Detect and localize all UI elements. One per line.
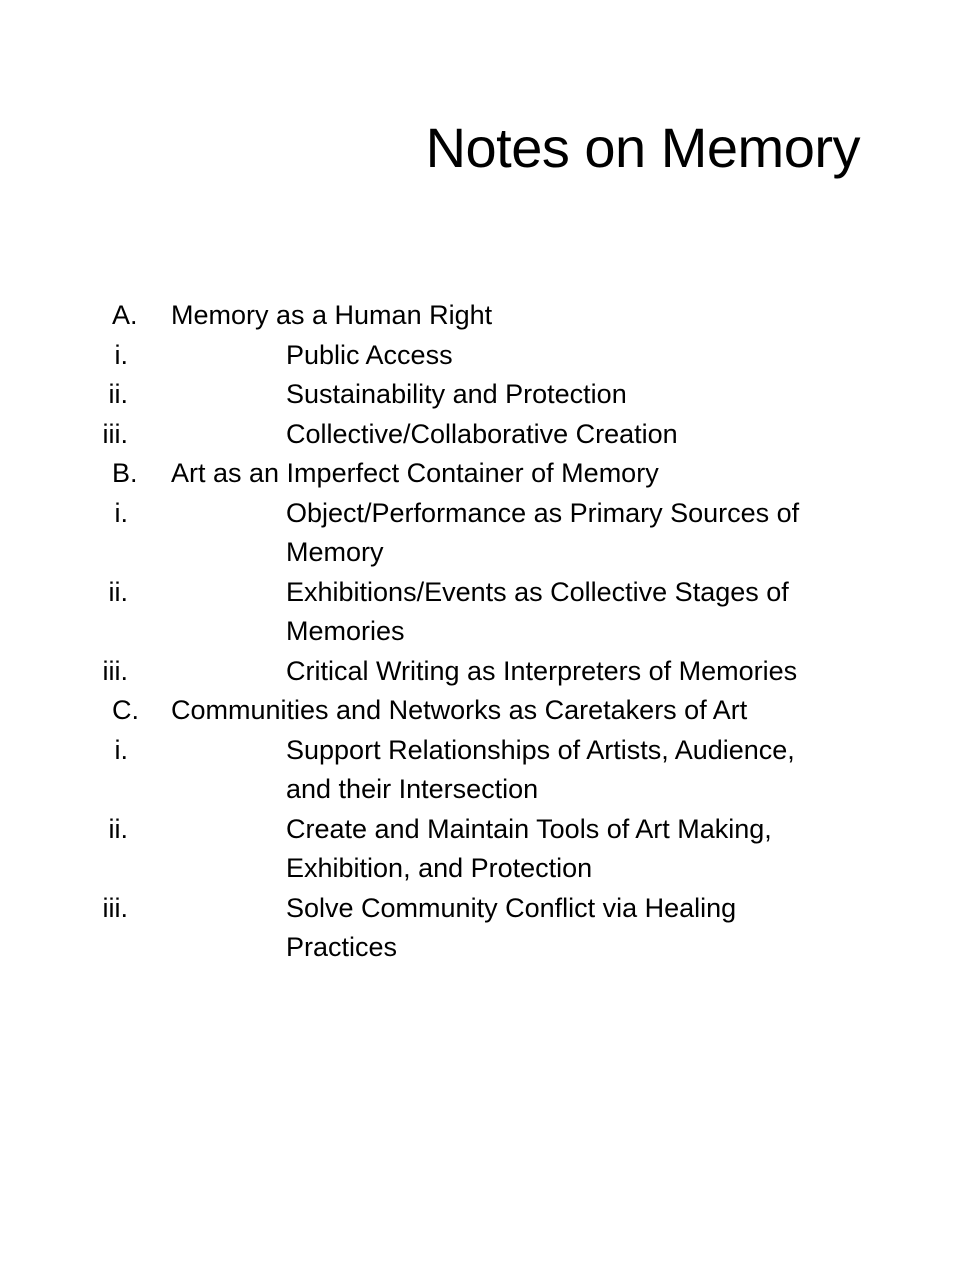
sub-item-marker: i. <box>114 497 128 528</box>
sub-item <box>0 652 846 692</box>
sub-item-marker: ii. <box>108 576 128 607</box>
sub-item <box>0 375 846 415</box>
sub-item-marker: i. <box>114 339 128 370</box>
section-heading: Memory as a Human Right <box>171 300 493 330</box>
sub-item <box>0 889 846 968</box>
sub-item <box>0 336 846 376</box>
sub-item <box>0 415 846 455</box>
sub-item-text: Sustainability and Protection <box>286 379 627 409</box>
sub-item-list <box>0 494 976 692</box>
sub-item-marker: iii. <box>102 655 128 686</box>
page-title: Notes on Memory <box>425 116 860 179</box>
sub-item-marker: ii. <box>108 379 128 409</box>
sub-item-text: Support Relationships of Artists, Audience, and their Intersection <box>286 734 795 804</box>
section-marker: C. <box>112 695 139 725</box>
sub-item-text: Solve Community Conflict via Healing Practices <box>286 892 737 962</box>
sub-item-text: Public Access <box>286 339 453 370</box>
sub-item-text: Critical Writing as Interpreters of Memories <box>286 655 798 686</box>
section-heading: Communities and Networks as Caretakers of Art <box>171 695 748 725</box>
section-marker: A. <box>112 300 138 330</box>
sub-item-text: Create and Maintain Tools of Art Making, Exhibition, and Protection <box>286 813 772 883</box>
sub-item-marker: iii. <box>102 892 128 923</box>
sub-item-marker: i. <box>114 734 128 765</box>
outline-section-c <box>0 691 976 968</box>
sub-item <box>0 494 846 573</box>
sub-item-text: Object/Performance as Primary Sources of Memory <box>286 497 800 567</box>
sub-item-text: Exhibitions/Events as Collective Stages of Memories <box>286 576 789 646</box>
sub-item-marker: ii. <box>108 813 128 844</box>
sub-item-list <box>0 731 976 968</box>
sub-item-list <box>0 336 976 455</box>
sub-item <box>0 731 846 810</box>
outline-list <box>0 296 976 968</box>
sub-item <box>0 810 846 889</box>
section-heading: Art as an Imperfect Container of Memory <box>171 458 659 488</box>
outline-section-b <box>0 454 976 691</box>
outline-section-a <box>0 296 976 454</box>
sub-item-marker: iii. <box>102 418 128 449</box>
sub-item-text: Collective/Collaborative Creation <box>286 418 678 449</box>
section-marker: B. <box>112 458 138 488</box>
sub-item <box>0 573 846 652</box>
